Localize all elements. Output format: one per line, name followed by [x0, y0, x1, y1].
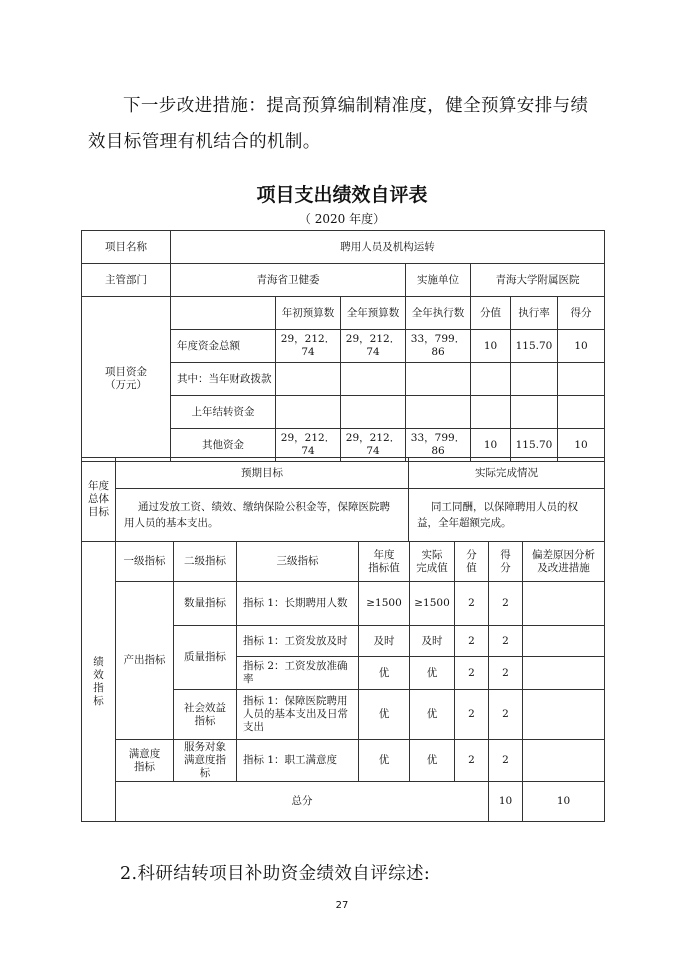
- indicator-deviation: [523, 657, 605, 690]
- funds-row-label: 其他资金: [171, 429, 276, 462]
- header-line: 及改进措施: [537, 561, 590, 574]
- indicator-deviation: [523, 626, 605, 657]
- funds-row-label: 其中：当年财政拨款: [171, 363, 276, 396]
- indicator-target: 优: [359, 657, 410, 690]
- indicator-score: 2: [455, 582, 489, 626]
- impl-unit-label: 实施单位: [406, 264, 471, 297]
- funds-cell: [558, 363, 605, 396]
- funds-cell: 115.70: [511, 330, 558, 363]
- funds-row-label: 上年结转资金: [171, 396, 276, 429]
- intro-paragraph: [88, 88, 608, 160]
- goals-label-line: 年度: [88, 480, 109, 492]
- indicator-target: ≥1500: [359, 582, 410, 626]
- actual-result-text: 同工同酬，以保障聘用人员的权益，全年超额完成。: [409, 489, 605, 542]
- header-level1: 一级指标: [116, 542, 174, 582]
- header-got: [489, 542, 523, 582]
- funds-cell: [558, 396, 605, 429]
- label-line: 满意度: [128, 747, 161, 760]
- annual-goals-table: [81, 457, 605, 542]
- funds-cell: 29，212．74: [276, 330, 341, 363]
- funds-cell: [406, 396, 471, 429]
- funds-cell: 29，212．74: [341, 330, 406, 363]
- perf-side-label: [82, 542, 116, 822]
- indicator-deviation: [523, 582, 605, 626]
- expected-goal-header: 预期目标: [116, 458, 409, 489]
- quality-indicator-label: 质量指标: [174, 626, 237, 690]
- header-target: [359, 542, 410, 582]
- intro-line-2: 效目标管理有机结合的机制。: [88, 132, 321, 152]
- perf-side-char: 绩: [93, 655, 104, 668]
- funds-header-cell: 执行率: [511, 297, 558, 330]
- header-level2: 二级指标: [174, 542, 237, 582]
- performance-indicator-table: [81, 541, 605, 822]
- funds-header-cell: 全年执行数: [406, 297, 471, 330]
- indicator-name: 指标 2：工资发放准确率: [237, 657, 359, 690]
- funds-cell: [276, 363, 341, 396]
- goals-label-line: 目标: [88, 506, 109, 518]
- satisfaction-indicator-label: [116, 740, 174, 782]
- funds-header-cell: 全年预算数: [341, 297, 406, 330]
- funds-label-line-1: 项目资金: [105, 366, 147, 378]
- funds-row-label: 年度资金总额: [171, 330, 276, 363]
- header-actual: [410, 542, 455, 582]
- project-funds-table: [81, 230, 605, 462]
- header-line: 分: [500, 561, 511, 574]
- funds-cell: 10: [558, 330, 605, 363]
- funds-cell: [471, 396, 511, 429]
- project-name-value: 聘用人员及机构运转: [171, 231, 605, 264]
- indicator-target: 优: [359, 740, 410, 782]
- header-deviation: [523, 542, 605, 582]
- funds-cell: 33，799．86: [406, 330, 471, 363]
- funds-cell: 10: [558, 429, 605, 462]
- funds-cell: 29，212．74: [276, 429, 341, 462]
- indicator-actual: 及时: [410, 626, 455, 657]
- funds-cell: [511, 396, 558, 429]
- funds-header-cell: 年初预算数: [276, 297, 341, 330]
- header-line: 分: [466, 548, 477, 561]
- next-section-heading: 2.科研结转项目补助资金绩效自评综述:: [120, 864, 431, 884]
- indicator-score: 2: [455, 626, 489, 657]
- service-satisfaction-label: [174, 740, 237, 782]
- perf-side-char: 效: [93, 668, 104, 681]
- indicator-target: 及时: [359, 626, 410, 657]
- header-line: 实际: [421, 548, 443, 561]
- indicator-score: 2: [455, 690, 489, 740]
- indicator-actual: 优: [410, 657, 455, 690]
- label-line: 指标: [194, 714, 216, 727]
- header-line: 值: [466, 561, 477, 574]
- funds-cell: 115.70: [511, 429, 558, 462]
- funds-cell: 10: [471, 330, 511, 363]
- total-label: 总分: [116, 782, 489, 822]
- dept-label: 主管部门: [82, 264, 171, 297]
- funds-label-line-2: （万元）: [105, 379, 147, 391]
- indicator-name: 指标 1：工资发放及时: [237, 626, 359, 657]
- funds-cell: 10: [471, 429, 511, 462]
- header-score: [455, 542, 489, 582]
- indicator-score: 2: [455, 657, 489, 690]
- header-line: 指标值: [368, 561, 400, 574]
- social-indicator-label: [174, 690, 237, 740]
- indicator-got: 2: [489, 626, 523, 657]
- funds-header-blank: [171, 297, 276, 330]
- funds-cell: 33，799．86: [406, 429, 471, 462]
- total-score: 10: [489, 782, 523, 822]
- intro-line-1: 下一步改进措施：提高预算编制精准度，健全预算安排与绩: [123, 96, 589, 116]
- output-indicator-label: 产出指标: [116, 582, 174, 740]
- goals-side-label: [82, 458, 116, 542]
- label-line: 服务对象: [184, 741, 226, 753]
- goals-label-line: 总体: [88, 493, 109, 505]
- impl-unit-value: 青海大学附属医院: [471, 264, 605, 297]
- actual-result-header: 实际完成情况: [409, 458, 605, 489]
- indicator-name: 指标 1：保障医院聘用人员的基本支出及日常支出: [237, 690, 359, 740]
- page-number: 27: [335, 900, 349, 911]
- funds-cell: 29，212．74: [341, 429, 406, 462]
- funds-label: [82, 297, 171, 462]
- dept-value: 青海省卫健委: [171, 264, 406, 297]
- header-line: 得: [500, 548, 511, 561]
- indicator-got: 2: [489, 740, 523, 782]
- total-got: 10: [523, 782, 605, 822]
- label-line: 满意度指: [184, 754, 226, 766]
- table-year: （ 2020 年度）: [298, 212, 386, 226]
- indicator-actual: 优: [410, 740, 455, 782]
- label-line: 指标: [134, 760, 155, 773]
- project-name-label: 项目名称: [82, 231, 171, 264]
- indicator-actual: 优: [410, 690, 455, 740]
- funds-header-cell: 得分: [558, 297, 605, 330]
- indicator-score: 2: [455, 740, 489, 782]
- label-line: 社会效益: [184, 701, 226, 714]
- indicator-target: 优: [359, 690, 410, 740]
- perf-side-char: 标: [93, 694, 104, 707]
- header-line: 年度: [373, 548, 395, 561]
- funds-header-cell: 分值: [471, 297, 511, 330]
- quantity-indicator-label: 数量指标: [174, 582, 237, 626]
- indicator-got: 2: [489, 657, 523, 690]
- perf-side-char: 指: [93, 681, 104, 694]
- funds-cell: [406, 363, 471, 396]
- indicator-got: 2: [489, 690, 523, 740]
- funds-cell: [276, 396, 341, 429]
- expected-goal-text: 通过发放工资、绩效、缴纳保险公积金等，保障医院聘用人员的基本支出。: [116, 489, 409, 542]
- funds-cell: [471, 363, 511, 396]
- funds-cell: [341, 363, 406, 396]
- funds-cell: [341, 396, 406, 429]
- indicator-name: 指标 1：长期聘用人数: [237, 582, 359, 626]
- indicator-got: 2: [489, 582, 523, 626]
- indicator-actual: ≥1500: [410, 582, 455, 626]
- header-level3: 三级指标: [237, 542, 359, 582]
- indicator-deviation: [523, 740, 605, 782]
- indicator-deviation: [523, 690, 605, 740]
- table-title: 项目支出绩效自评表: [256, 184, 428, 206]
- funds-cell: [511, 363, 558, 396]
- indicator-name: 指标 1：职工满意度: [237, 740, 359, 782]
- header-line: 完成值: [416, 561, 448, 574]
- header-line: 偏差原因分析: [532, 548, 595, 561]
- label-line: 标: [199, 767, 211, 779]
